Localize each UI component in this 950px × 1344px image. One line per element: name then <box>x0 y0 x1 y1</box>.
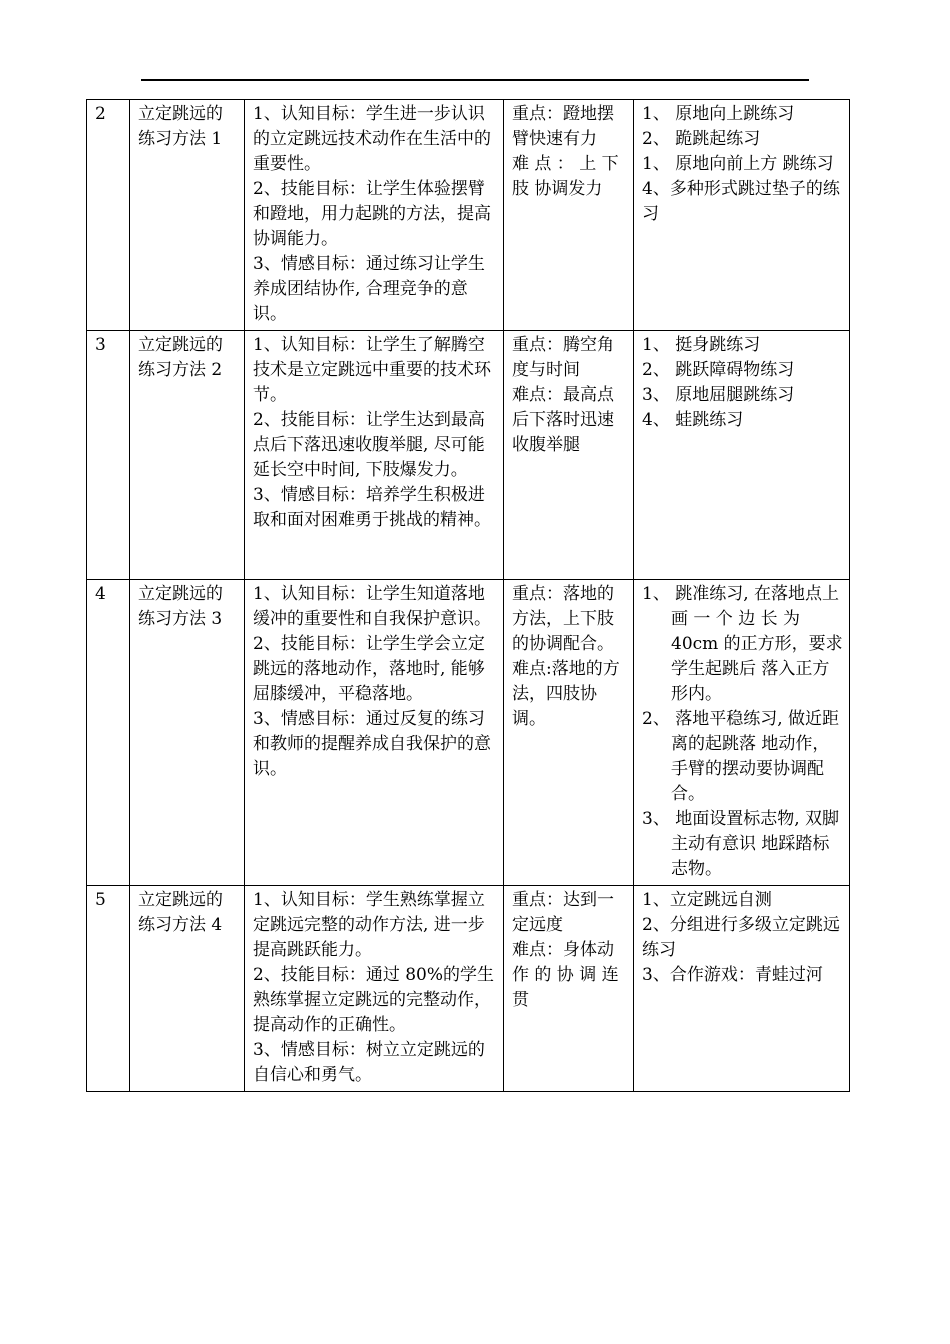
lesson-key-points <box>504 331 634 580</box>
objective-cognitive: 1、认知目标：学生熟练掌握立定跳远完整的动作方法, 进一步提高跳跃能力。 <box>253 890 485 960</box>
key-point: 重点：达到一定远度 <box>512 890 614 935</box>
practice-item: 2、 落地平稳练习, 做近距离的起跳落 地动作，手臂的摆动要协调配合。 <box>642 709 840 804</box>
lesson-key-points <box>504 100 634 331</box>
objective-cognitive: 1、认知目标：让学生知道落地缓冲的重要性和自我保护意识。 <box>253 584 491 629</box>
table-row <box>87 100 850 331</box>
objective-emotional: 3、情感目标：树立立定跳远的自信心和勇气。 <box>253 1040 485 1085</box>
lesson-topic: 立定跳远的练习方法 3 <box>130 580 245 886</box>
lesson-objectives <box>245 100 504 331</box>
practice-item: 4、 蛙跳练习 <box>642 410 744 430</box>
table-row <box>87 331 850 580</box>
objective-skill: 2、技能目标：让学生学会立定跳远的落地动作，落地时, 能够屈膝缓冲，平稳落地。 <box>253 634 485 704</box>
lesson-plan-table <box>86 99 850 1092</box>
objective-cognitive: 1、认知目标：让学生了解腾空技术是立定跳远中重要的技术环节。 <box>253 335 491 405</box>
lesson-key-points <box>504 580 634 886</box>
lesson-number: 4 <box>87 580 130 886</box>
key-point: 重点：蹬地摆臂快速有力 <box>512 104 614 149</box>
practice-item: 3、 地面设置标志物, 双脚主动有意识 地踩踏标志物。 <box>642 809 840 879</box>
table-row <box>87 886 850 1092</box>
practice-item: 2、 跪跳起练习 <box>642 129 761 149</box>
difficult-point: 难点:落地的方法，四肢协调。 <box>512 659 620 729</box>
lesson-practice <box>634 100 850 331</box>
lesson-practice <box>634 580 850 886</box>
difficult-point: 难点：身体动 作 的 协 调 连 贯 <box>512 940 619 1010</box>
difficult-point: 难点：最高点后下落时迅速收腹举腿 <box>512 385 614 455</box>
objective-cognitive: 1、认知目标：学生进一步认识的立定跳远技术动作在生活中的重要性。 <box>253 104 491 174</box>
objective-emotional: 3、情感目标：培养学生积极进取和面对困难勇于挑战的精神。 <box>253 485 491 530</box>
header-rule <box>141 79 809 81</box>
practice-item: 1、 原地向上跳练习 <box>642 104 795 124</box>
lesson-topic: 立定跳远的练习方法 2 <box>130 331 245 580</box>
practice-item: 2、 跳跃障碍物练习 <box>642 360 795 380</box>
practice-item: 1、 跳准练习, 在落地点上 画 一 个 边 长 为 40cm 的正方形，要求学生起跳后 落入正方形内。 <box>642 584 843 704</box>
key-point: 重点：落地的方法，上下肢的协调配合。 <box>512 584 614 654</box>
lesson-practice <box>634 331 850 580</box>
practice-item: 1、 原地向前上方 跳练习 <box>642 154 834 174</box>
objective-skill: 2、技能目标：让学生体验摆臂和蹬地，用力起跳的方法，提高协调能力。 <box>253 179 491 249</box>
objective-emotional: 3、情感目标：通过反复的练习和教师的提醒养成自我保护的意识。 <box>253 709 491 779</box>
practice-item: 4、多种形式跳过垫子的练习 <box>642 179 840 224</box>
key-point: 重点：腾空角度与时间 <box>512 335 614 380</box>
lesson-objectives <box>245 331 504 580</box>
lesson-objectives <box>245 580 504 886</box>
objective-skill: 2、技能目标：通过 80%的学生熟练掌握立定跳远的完整动作，提高动作的正确性。 <box>253 965 495 1035</box>
practice-item: 1、 挺身跳练习 <box>642 335 761 355</box>
practice-item: 1、立定跳远自测 <box>642 890 772 910</box>
lesson-objectives <box>245 886 504 1092</box>
table-row <box>87 580 850 886</box>
lesson-key-points <box>504 886 634 1092</box>
lesson-topic: 立定跳远的练习方法 4 <box>130 886 245 1092</box>
objective-emotional: 3、情感目标：通过练习让学生养成团结协作, 合理竞争的意识。 <box>253 254 485 324</box>
practice-item: 3、合作游戏：青蛙过河 <box>642 965 823 985</box>
difficult-point: 难 点 ： 上 下 肢 协调发力 <box>512 154 619 199</box>
lesson-number: 5 <box>87 886 130 1092</box>
practice-item: 3、 原地屈腿跳练习 <box>642 385 795 405</box>
lesson-practice <box>634 886 850 1092</box>
objective-skill: 2、技能目标：让学生达到最高点后下落迅速收腹举腿, 尽可能延长空中时间, 下肢爆发力。 <box>253 410 485 480</box>
practice-item: 2、分组进行多级立定跳远练习 <box>642 915 840 960</box>
lesson-number: 2 <box>87 100 130 331</box>
lesson-topic: 立定跳远的练习方法 1 <box>130 100 245 331</box>
lesson-number: 3 <box>87 331 130 580</box>
